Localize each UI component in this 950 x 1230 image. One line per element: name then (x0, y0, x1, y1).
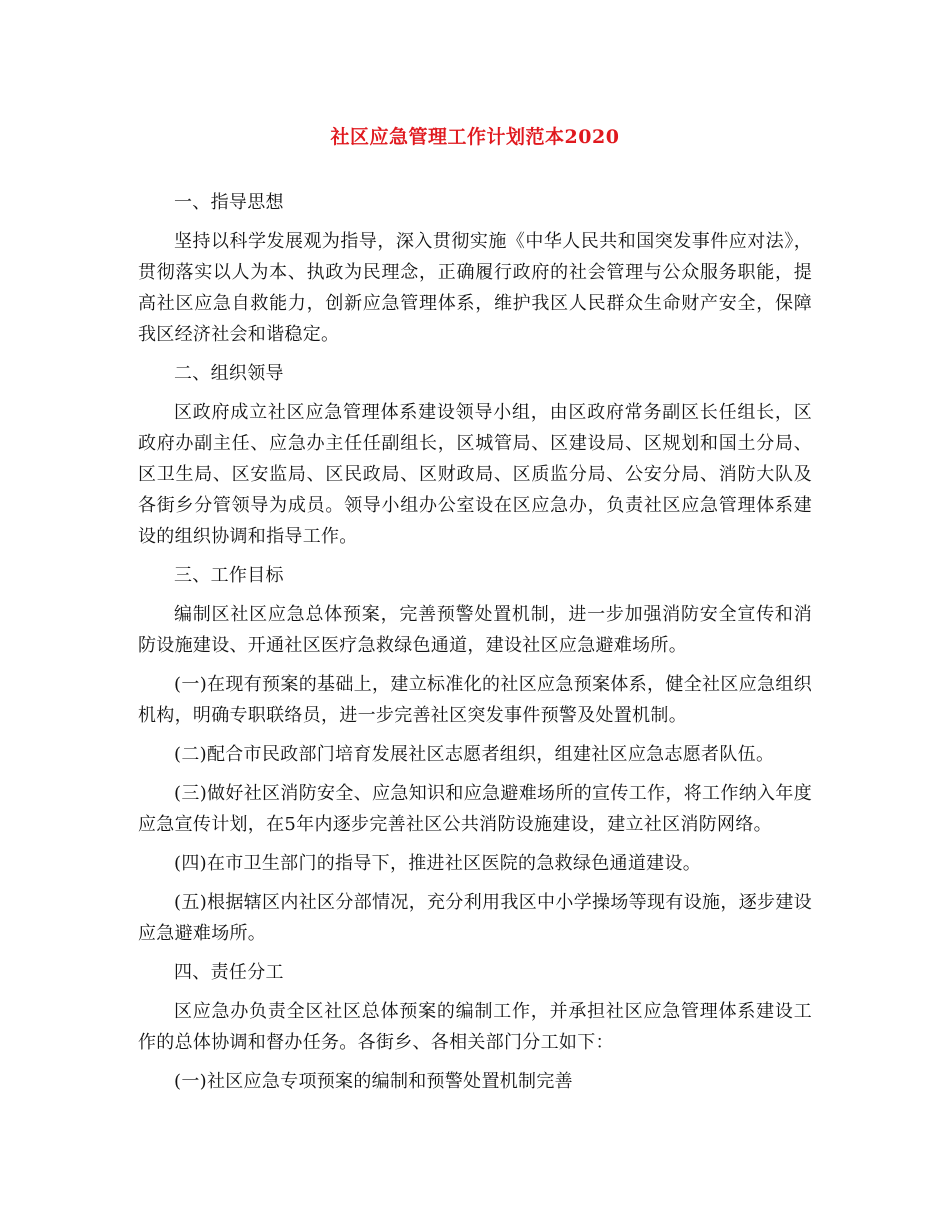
paragraph-responsibility-1: (一)社区应急专项预案的编制和预警处置机制完善 (174, 1071, 573, 1092)
paragraph-guiding-ideology: 坚持以科学发展观为指导，深入贯彻实施《中华人民共和国突发事件应对法》，贯彻落实以人为本、执政为民理念，正确履行政府的社会管理与公众服务职能，提高社区应急自救能力，创新应急管理体系，维护我区人民群众生命财产安全，保障我区经济社会和谐稳定。 (138, 231, 812, 345)
section-heading-goals: 三、工作目标 (174, 565, 284, 586)
document-title: 社区应急管理工作计划范本2020 (330, 126, 620, 148)
paragraph-goal-5: (五)根据辖区内社区分部情况，充分利用我区中小学操场等现有设施，逐步建设应急避难场所。 (138, 892, 812, 944)
section-heading-guiding-ideology: 一、指导思想 (174, 192, 284, 213)
paragraph-goal-1: (一)在现有预案的基础上，建立标准化的社区应急预案体系，健全社区应急组织机构，明确专职联络员，进一步完善社区突发事件预警及处置机制。 (138, 674, 812, 726)
document-body (138, 187, 812, 1097)
paragraph-goal-4: (四)在市卫生部门的指导下，推进社区医院的急救绿色通道建设。 (174, 853, 702, 874)
section-heading-responsibilities: 四、责任分工 (174, 962, 284, 983)
paragraph-goal-2: (二)配合市民政部门培育发展社区志愿者组织，组建社区应急志愿者队伍。 (174, 744, 775, 765)
paragraph-responsibilities: 区应急办负责全区社区总体预案的编制工作，并承担社区应急管理体系建设工作的总体协调和督办任务。各街乡、各相关部门分工如下： (138, 1001, 812, 1053)
paragraph-organization: 区政府成立社区应急管理体系建设领导小组，由区政府常务副区长任组长，区政府办副主任、应急办主任任副组长，区城管局、区建设局、区规划和国土分局、区卫生局、区安监局、区民政局、区财政局、区质监分局、公安分局、消防大队及各街乡分管领导为成员。领导小组办公室设在区应急办，负责社区应急管理体系建设的组织协调和指导工作。 (138, 402, 812, 547)
paragraph-goals: 编制区社区应急总体预案，完善预警处置机制，进一步加强消防安全宣传和消防设施建设、开通社区医疗急救绿色通道，建设社区应急避难场所。 (138, 604, 812, 656)
section-heading-organization: 二、组织领导 (174, 363, 284, 384)
paragraph-goal-3: (三)做好社区消防安全、应急知识和应急避难场所的宣传工作，将工作纳入年度应急宣传计划，在5年内逐步完善社区公共消防设施建设，建立社区消防网络。 (138, 783, 812, 835)
